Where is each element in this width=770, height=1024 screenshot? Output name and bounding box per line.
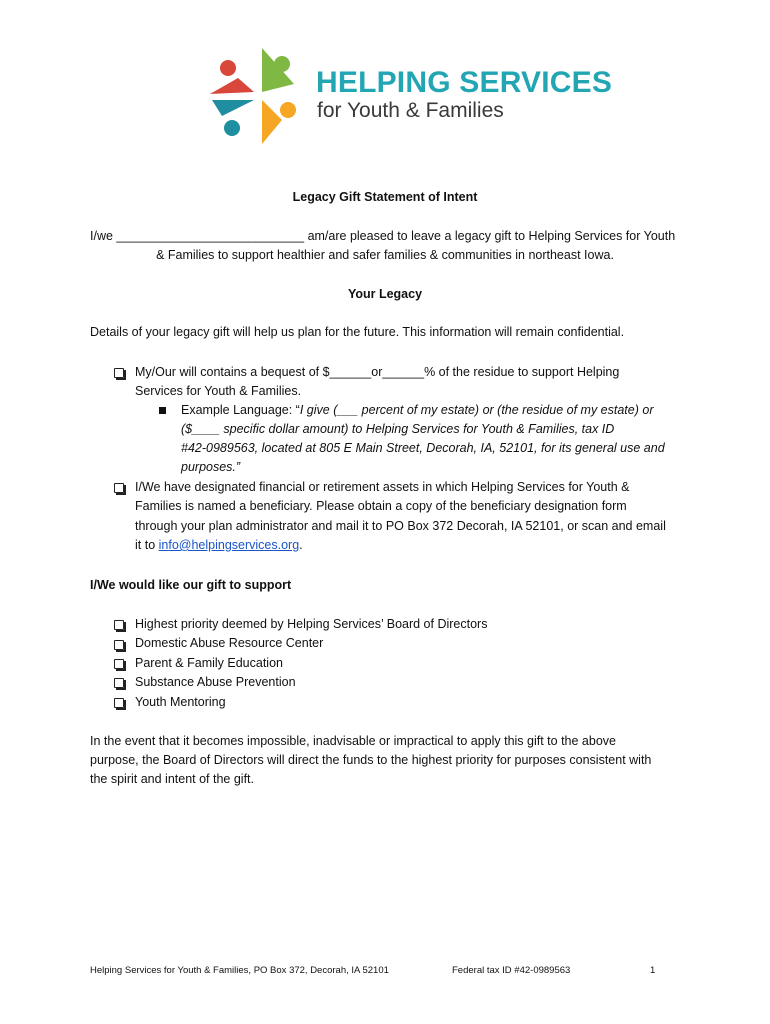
details-text: Details of your legacy gift will help us plan for the future. This information will remain confidential. [90,325,625,339]
designated-assets-checkbox[interactable] [114,483,124,493]
example-text-1: I give (___ percent of my estate) or (the residue of my estate) or [299,403,654,417]
support-checkbox-2[interactable] [114,640,124,650]
bequest-checkbox[interactable] [114,368,124,378]
logo-title: HELPING SERVICES [316,66,613,99]
example-line-1 [181,403,653,417]
document-title: Legacy Gift Statement of Intent [292,190,478,204]
support-heading: I/We would like our gift to support [90,578,292,592]
intro-line-1: I/we ___________________________ am/are pleased to leave a legacy gift to Helping Services for Youth [90,229,676,243]
support-option-3: Parent & Family Education [135,656,283,670]
example-line-4: purposes.” [181,460,241,474]
designated-line-4 [135,538,303,552]
support-option-2: Domestic Abuse Resource Center [135,636,324,650]
closing-line-2: purpose, the Board of Directors will direct the funds to the highest priority for purposes consistent with [90,753,652,767]
support-checkbox-4[interactable] [114,678,124,688]
closing-line-1: In the event that it becomes impossible, inadvisable or impractical to apply this gift to the above [90,734,616,748]
support-checkbox-3[interactable] [114,659,124,669]
closing-line-3: the spirit and intent of the gift. [90,772,254,786]
support-option-5: Youth Mentoring [135,695,226,709]
footer-organization: Helping Services for Youth & Families, PO Box 372, Decorah, IA 52101 [90,965,389,976]
support-checkbox-5[interactable] [114,698,124,708]
designated-line-3: through your plan administrator and mail it to PO Box 372 Decorah, IA 52101, or scan and email [135,519,666,533]
footer-page-number: 1 [650,965,656,976]
support-option-1: Highest priority deemed by Helping Services’ Board of Directors [135,617,488,631]
legacy-heading: Your Legacy [347,287,423,301]
intro-line-2: & Families to support healthier and safer families & communities in northeast Iowa. [156,248,614,262]
email-link[interactable]: info@helpingservices.org [158,538,300,552]
designated-line-2: Families is named a beneficiary. Please obtain a copy of the beneficiary designation form [135,499,627,513]
bequest-line-2: Services for Youth & Families. [135,384,302,398]
designated-line-1: I/We have designated financial or retirement assets in which Helping Services for Youth & [135,480,630,494]
example-line-3: #42-0989563, located at 805 E Main Street, Decorah, IA, 52101, for its general use and [181,441,665,455]
footer-tax-id: Federal tax ID #42-0989563 [452,965,571,976]
designated-suffix: . [299,538,303,552]
organization-logo [208,46,613,146]
support-option-4: Substance Abuse Prevention [135,675,296,689]
people-logo-icon [208,46,308,146]
bequest-line-1: My/Our will contains a bequest of $______or______% of the residue to support Helping [135,365,620,379]
designated-prefix: it to [135,538,159,552]
support-checkbox-1[interactable] [114,620,124,630]
logo-subtitle: for Youth & Families [317,99,504,122]
example-line-2: ($____ specific dollar amount) to Helping Services for Youth & Families, tax ID [181,422,615,436]
example-prefix: Example Language: “ [181,403,300,417]
square-bullet-icon [159,407,166,414]
